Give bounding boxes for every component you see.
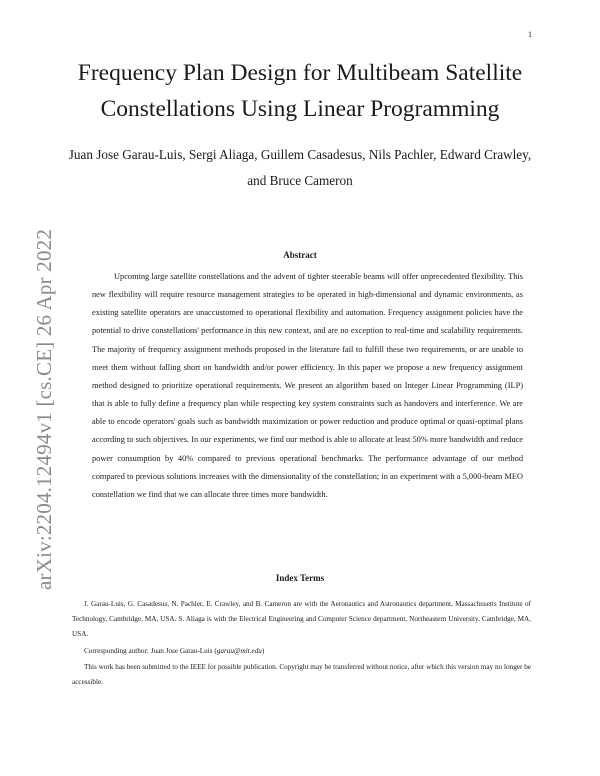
abstract-text: Upcoming large satellite constellations and the advent of tighter steerable beams will offer unprecedented flexibility. This new flexibility will require resource management strategies to be operated in high-dimensional and dynamic environments, as existing satellite operators are unaccustomed to operational flexibility and automation. Frequency assignment policies have the potential to drive constellations' performance in this new context, and are no exception to real-time and scalability requirements. The majority of frequency assignment methods proposed in the literature fail to fulfill these two requirements, or are unable to meet them without falling short on bandwidth and/or power efficiency. In this paper we propose a new frequency assignment method designed to prioritize operational requirements. We present an algorithm based on Integer Linear Programming (ILP) that is able to fully define a frequency plan while respecting key system constraints such as handovers and interference. We are able to encode operators' goals such as bandwidth maximization or power reduction and produce optimal or quasi-optimal plans according to such objectives. In our experiments, we find our method is able to allocate at least 50% more bandwidth and reduce power consumption by 40% compared to previous operational benchmarks. The performance advantage of our method compared to previous solutions increases with the dimensionality of the constellation; in an experiment with a 5,000-beam MEO constellation we find that we can allocate three times more bandwidth. <box>92 272 523 499</box>
arxiv-identifier-stamp[interactable]: arXiv:2204.12494v1 [cs.CE] 26 Apr 2022 <box>32 228 56 590</box>
abstract-heading: Abstract <box>283 250 317 260</box>
page-number: 1 <box>528 30 532 39</box>
paper-title: Frequency Plan Design for Multibeam Satellite Constellations Using Linear Programming <box>77 60 523 122</box>
corresponding-author-email[interactable]: garau@mit.edu <box>216 646 262 655</box>
index-terms-heading: Index Terms <box>275 573 325 583</box>
footnotes <box>72 597 531 690</box>
corresponding-author-footnote <box>72 644 531 659</box>
author-list: Juan Jose Garau-Luis, Sergi Aliaga, Guillem Casadesus, Nils Pachler, Edward Crawley, and Bruce Cameron <box>68 147 532 188</box>
corresponding-author-suffix: ) <box>261 646 265 655</box>
corresponding-author-prefix: Corresponding author: Juan Jose Garau-Luis ( <box>84 646 217 655</box>
affiliations-footnote: J. Garau-Luis, G. Casadesus, N. Pachler, E. Crawley, and B. Cameron are with the Aeronautics and Astronautics department, Massachusetts Institute of Technology, Cambridge, MA, USA. S. Aliaga is with the Electrical Engineering and Computer Science department, Northeastern University, Cambridge, MA, USA. <box>72 600 531 639</box>
submission-note-footnote: This work has been submitted to the IEEE for possible publication. Copyright may be transferred without notice, after which this version may no longer be accessible. <box>72 662 531 687</box>
